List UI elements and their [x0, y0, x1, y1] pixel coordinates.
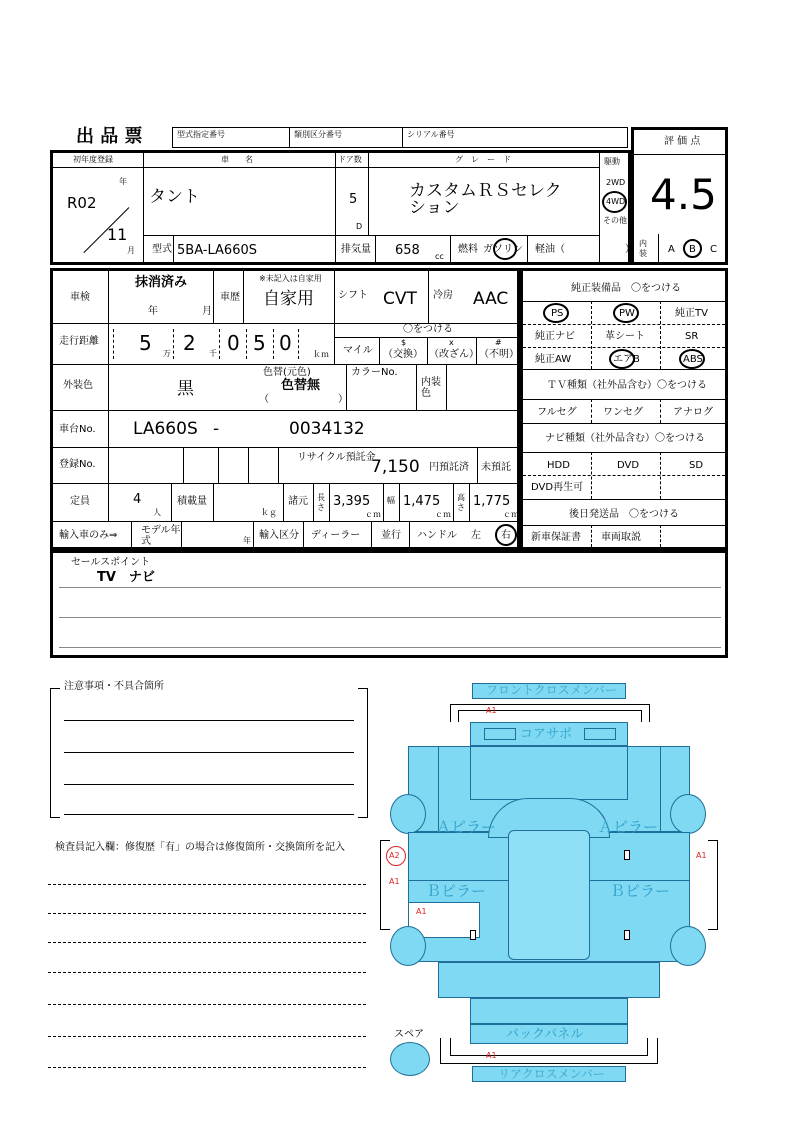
chassis-number: 0034132 [289, 419, 365, 439]
mileage-digit-3: 0 [227, 331, 240, 355]
doors-unit: D [356, 222, 363, 231]
recycle-not: 未預託 [481, 462, 511, 473]
width-value: 1,475 [403, 494, 441, 509]
drive-other: その他 [603, 216, 627, 225]
mileage-digit-2: 2 [183, 331, 196, 355]
tv-oneseg: ワンセグ [603, 407, 643, 418]
width-label: 幅 [387, 496, 395, 505]
import-category-label: 輸入区分 [259, 530, 299, 541]
form-title: 出 品 票 [76, 126, 143, 147]
private-note: ※未記入は自家用 [259, 274, 322, 283]
type-designation-box [172, 127, 290, 148]
light-oil-label: 軽油（ [535, 244, 565, 255]
fuel-label: 燃料 [458, 244, 478, 255]
vehicle-block [50, 150, 635, 265]
type-designation-label: 型式指定番号 [177, 130, 225, 139]
a-pillar-left-label: Ａピラー [436, 818, 497, 836]
reg-label: 登録No. [59, 459, 96, 470]
recycle-unit: 円預託済 [429, 462, 469, 473]
damage-mark-left-2: A1 [416, 907, 427, 916]
caution-bracket-left [50, 688, 60, 818]
unknown-option: （不明） [479, 349, 519, 360]
shift-label: シフト [338, 290, 368, 301]
damage-mark-a2: A2 [389, 851, 400, 860]
vehicle-name-value: タント [149, 187, 200, 207]
grade-value: カスタムＲＳセレクション [409, 181, 562, 218]
import-parallel: 並行 [381, 530, 401, 541]
handle-left: 左 [471, 530, 481, 541]
a-pillar-right-label: Ａピラー [598, 818, 659, 836]
height-label: 高さ [457, 493, 465, 512]
equip-pw-circle [613, 303, 639, 323]
sym-dollar: $ [401, 338, 407, 347]
inspector-label: 検査員記入欄：修復歴「有」の場合は修復箇所・交換箇所を記入 [55, 842, 345, 853]
caution-bracket-right [358, 688, 368, 818]
month-unit: 月 [127, 246, 135, 255]
back-panel-label-top: バックパネル [506, 1027, 584, 1042]
navi-hdd: HDD [547, 460, 570, 471]
damage-mark-right: A1 [696, 851, 707, 860]
equip-navi: 純正ナビ [535, 331, 575, 342]
paren-close: ） [338, 394, 348, 405]
interior-grade-label: 内装 [639, 239, 647, 258]
mileage-digit-1: 5 [139, 331, 152, 355]
spare-tire [390, 1042, 430, 1076]
mileage-unit-10k: 万 [163, 349, 171, 358]
tv-title: ＴＶ種類（社外品含む）〇をつける [547, 380, 707, 391]
core-support-label: コアサポ [520, 727, 573, 742]
category-label: 類別区分番号 [294, 130, 342, 139]
b-pillar-right-label: Ｂピラー [610, 882, 671, 900]
exterior-value: 黒 [177, 379, 194, 399]
chassis-label: 車台No. [59, 424, 96, 435]
year-unit: 年 [119, 177, 127, 186]
recycle-label: リサイクル預託金 [297, 452, 376, 463]
mileage-unit-km: ｋｍ [313, 350, 329, 359]
interior-grade-box [631, 234, 728, 265]
tv-analog: アナログ [673, 407, 713, 418]
equip-abs: ABS [683, 354, 703, 365]
length-unit: ｃｍ [365, 510, 381, 519]
details-block [50, 268, 520, 550]
sales-point-value: TV ナビ [97, 570, 155, 585]
load-label: 積載量 [177, 496, 207, 507]
later-warranty: 新車保証書 [531, 532, 581, 543]
rear-cross-label: リアクロスメンバー [498, 1067, 605, 1081]
navi-dvd: DVD [617, 460, 640, 471]
equipment-title: 純正装備品 〇をつける [571, 283, 681, 294]
mile-option: マイル [343, 345, 373, 356]
grade-label: グ レ ー ド [455, 155, 511, 164]
inspection-month-unit: 月 [202, 306, 212, 317]
first-reg-label: 初年度登録 [73, 155, 113, 164]
mark-circle-note: 〇をつける [403, 324, 453, 335]
spare-label: スペア [394, 1029, 424, 1040]
exchange-option: （交換） [383, 349, 423, 360]
spec-label: 諸元 [288, 496, 308, 507]
model-year-unit: 年 [243, 536, 251, 545]
interior-c: C [710, 244, 717, 255]
length-label: 長さ [317, 493, 325, 512]
front-cross-label: フロントクロスメンバー [486, 683, 617, 697]
paren-open: （ [259, 394, 269, 405]
import-label: 輸入車のみ⇒ [59, 530, 118, 541]
fuel-value: ガソリン [483, 244, 523, 255]
serial-box [402, 127, 628, 148]
history-value: 自家用 [263, 289, 314, 309]
color-change-value: 色替無 [281, 378, 321, 393]
recycle-value: 7,150 [371, 457, 420, 477]
handle-right: 右 [501, 530, 511, 541]
equip-ps-circle [543, 303, 569, 323]
capacity-label: 定員 [70, 496, 90, 507]
vehicle-name-label: 車 名 [221, 155, 253, 164]
damage-mark-rear: A1 [486, 1051, 497, 1060]
equip-tv: 純正TV [675, 308, 708, 319]
displacement-value: 658 [395, 243, 420, 258]
mileage-digit-5: 0 [279, 331, 292, 355]
inspection-value: 抹消済み [135, 275, 188, 290]
interior-a: A [668, 244, 675, 255]
fuel-circle [493, 238, 517, 260]
sym-x: x [449, 338, 454, 347]
model-label: 型式 [152, 244, 172, 255]
tamper-option: （改ざん） [429, 349, 479, 360]
drive-2wd: 2WD [606, 178, 626, 187]
model-year-label: モデル年式 [141, 525, 181, 547]
handle-right-circle [495, 524, 517, 546]
sales-point-label: セールスポイント [71, 557, 151, 568]
displacement-unit: cc [435, 252, 444, 261]
height-value: 1,775 [473, 494, 511, 509]
drive-label: 駆動 [604, 157, 620, 166]
model-value: 5BA-LA660S [177, 243, 257, 258]
interior-color-label: 内装色 [421, 377, 441, 399]
tv-fullseg: フルセグ [537, 407, 577, 418]
length-value: 3,395 [333, 494, 371, 509]
equip-abs-circle [679, 349, 705, 369]
chassis-prefix: LA660S [133, 419, 198, 439]
import-dealer: ディーラー [311, 530, 361, 541]
caution-label: 注意事項・不具合箇所 [64, 681, 164, 692]
later-title: 後日発送品 〇をつける [569, 509, 679, 520]
mileage-digit-4: 5 [253, 331, 266, 355]
color-change-label: 色替(元色) [263, 367, 311, 378]
handle-label: ハンドル [417, 530, 457, 541]
mileage-unit-1k: 千 [209, 349, 217, 358]
mileage-label: 走行距離 [59, 336, 99, 347]
equip-ps: PS [551, 308, 564, 319]
capacity-unit: 人 [153, 508, 161, 517]
doors-label: ドア数 [338, 155, 362, 164]
equip-leather: 革シート [605, 331, 645, 342]
sales-point-block [50, 550, 728, 658]
height-unit: ｃｍ [503, 510, 519, 519]
navi-sd: SD [689, 460, 704, 471]
light-oil-close: ） [625, 244, 635, 255]
first-reg-year: R02 [67, 194, 97, 212]
equip-aw: 純正AW [535, 354, 572, 365]
b-pillar-left-label: Ｂピラー [426, 882, 487, 900]
ac-label: 冷房 [433, 290, 453, 301]
equip-airbag-circle [609, 349, 635, 369]
chassis-dash: - [213, 419, 220, 439]
displacement-label: 排気量 [341, 244, 371, 255]
damage-mark-left-1: A1 [389, 877, 400, 886]
drive-4wd-circle [602, 191, 627, 213]
equip-airbag: エアB [613, 354, 640, 365]
inspection-year-unit: 年 [148, 306, 158, 317]
interior-b-circle [683, 239, 702, 258]
category-box [289, 127, 403, 148]
width-unit: ｃｍ [435, 510, 451, 519]
car-body-diagram [378, 680, 718, 1080]
damage-mark-front: A1 [486, 706, 497, 715]
equipment-block [520, 268, 728, 550]
drive-4wd: 4WD [606, 197, 626, 206]
capacity-value: 4 [133, 492, 142, 507]
ac-value: AAC [473, 289, 509, 309]
later-manual: 車両取説 [601, 532, 641, 543]
serial-label: シリアル番号 [407, 130, 455, 139]
color-no-label: カラーNo. [351, 367, 398, 378]
doors-value: 5 [349, 192, 358, 207]
shift-value: CVT [383, 289, 417, 309]
navi-title: ナビ種類（社外品含む）〇をつける [545, 433, 705, 444]
equip-pw: PW [619, 308, 635, 319]
interior-b: B [689, 244, 696, 255]
dvd-playback: DVD再生可 [531, 482, 584, 493]
sym-hash: # [495, 338, 502, 347]
load-unit: ｋｇ [261, 508, 277, 517]
inspection-label: 車検 [70, 292, 90, 303]
rating-value: 4.5 [650, 170, 717, 219]
exterior-label: 外装色 [63, 380, 93, 391]
rating-label: 評 価 点 [664, 136, 701, 147]
first-reg-month: 11 [107, 225, 128, 244]
equip-sr: SR [685, 331, 699, 342]
history-label: 車歴 [220, 292, 240, 303]
